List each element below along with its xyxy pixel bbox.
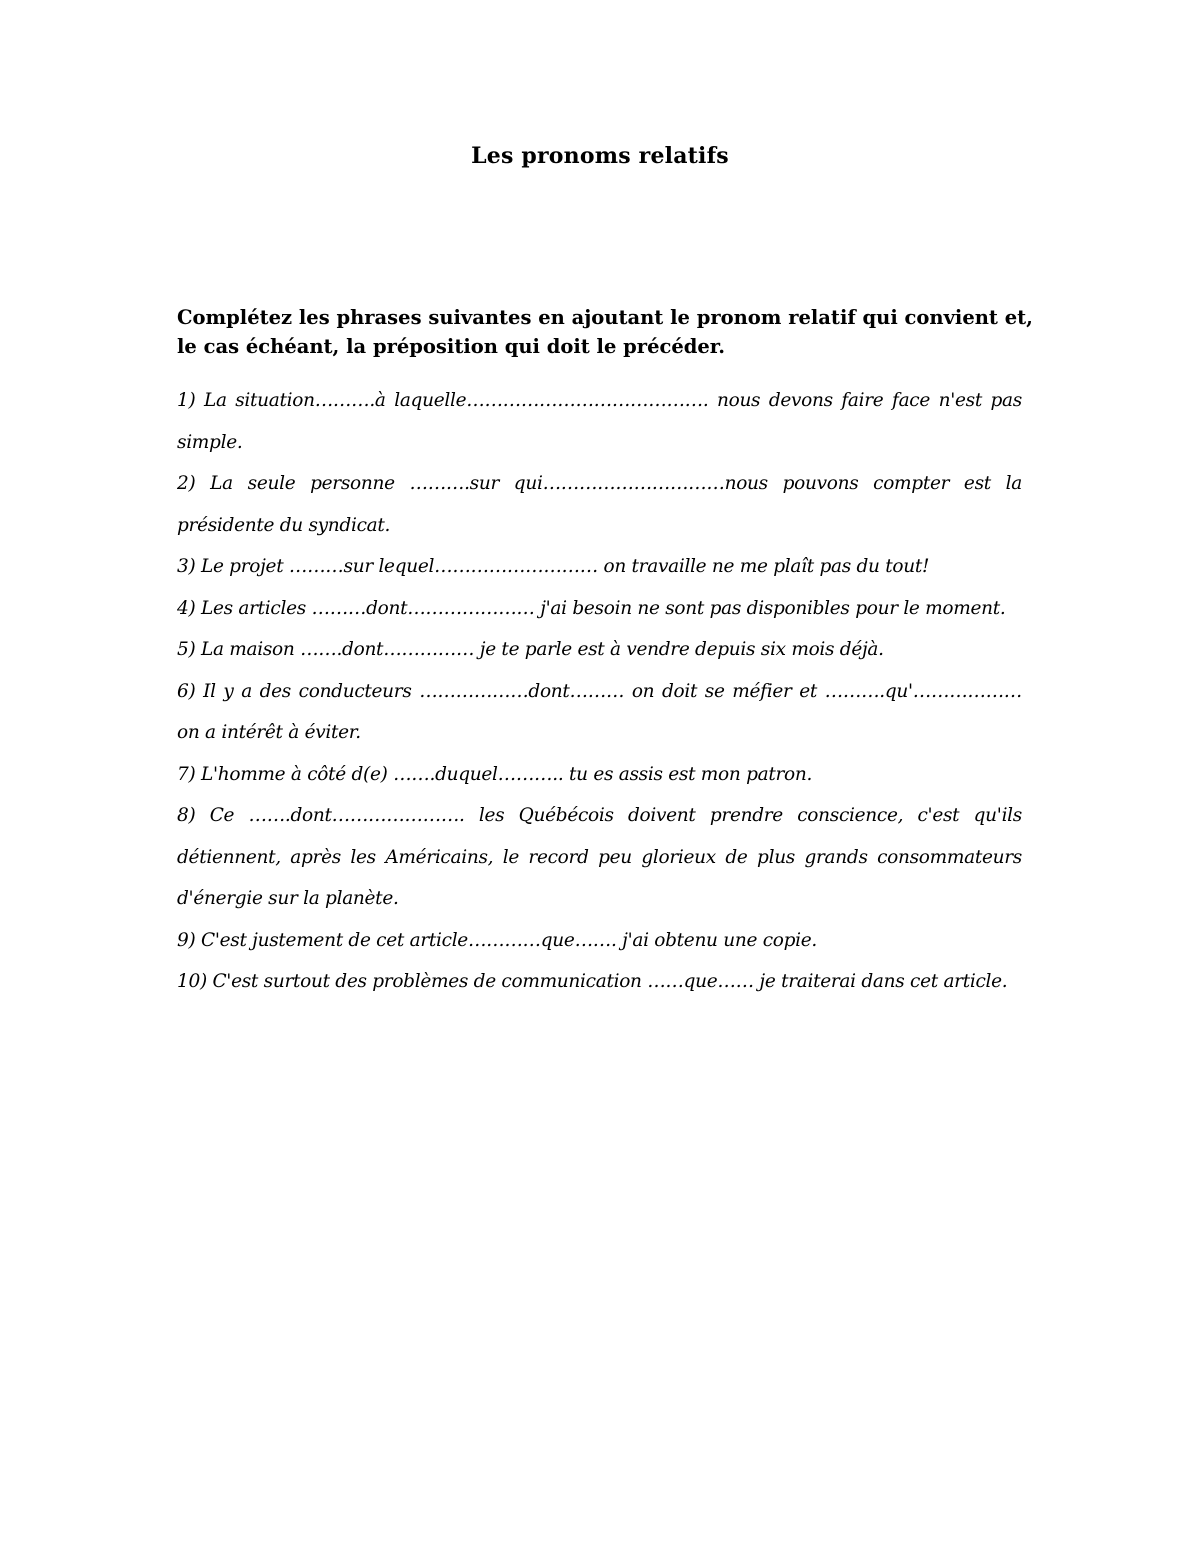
exercise-item-8: 8) Ce …….dont…………………. les Québécois doivent prendre conscience, c'est qu'ils détiennent, après les Américains, le record peu glorieux de plus grands consommateurs d'énergie sur la planète.: [177, 805, 1022, 909]
exercise-item-7: 7) L'homme à côté d(e) …….duquel……….. tu es assis est mon patron.: [177, 763, 813, 785]
page-title: Les pronoms relatifs: [471, 143, 729, 169]
exercise-item-3: 3) Le projet ………sur lequel……………………… on travaille ne me plaît pas du tout!: [177, 556, 930, 577]
exercise-item-4: 4) Les articles ………dont………………… j'ai besoin ne sont pas disponibles pour le moment.: [177, 597, 1006, 619]
exercise-item-1: 1) La situation……….à laquelle…………………………………. nous devons faire face n'est pas simple.: [177, 390, 1022, 453]
exercise-item-6: 6) Il y a des conducteurs ………………dont……… on doit se méfier et ……….qu'……………… on a intérêt à éviter.: [177, 680, 1022, 743]
exercise-item-5: 5) La maison …….dont…………… je te parle est à vendre depuis six mois déjà.: [177, 639, 884, 660]
exercise-list: [177, 380, 1022, 1003]
exercise-item-10: 10) C'est surtout des problèmes de communication ……que…… je traiterai dans cet article.: [177, 971, 1008, 992]
exercise-item-2: 2) La seule personne ……….sur qui…………………………nous pouvons compter est la présidente du syndicat.: [177, 473, 1022, 536]
exercise-item-9: 9) C'est justement de cet article…………que……. j'ai obtenu une copie.: [177, 929, 817, 951]
instructions-text: Complétez les phrases suivantes en ajoutant le pronom relatif qui convient et, le cas échéant, la préposition qui doit le précéder.: [177, 306, 1033, 358]
